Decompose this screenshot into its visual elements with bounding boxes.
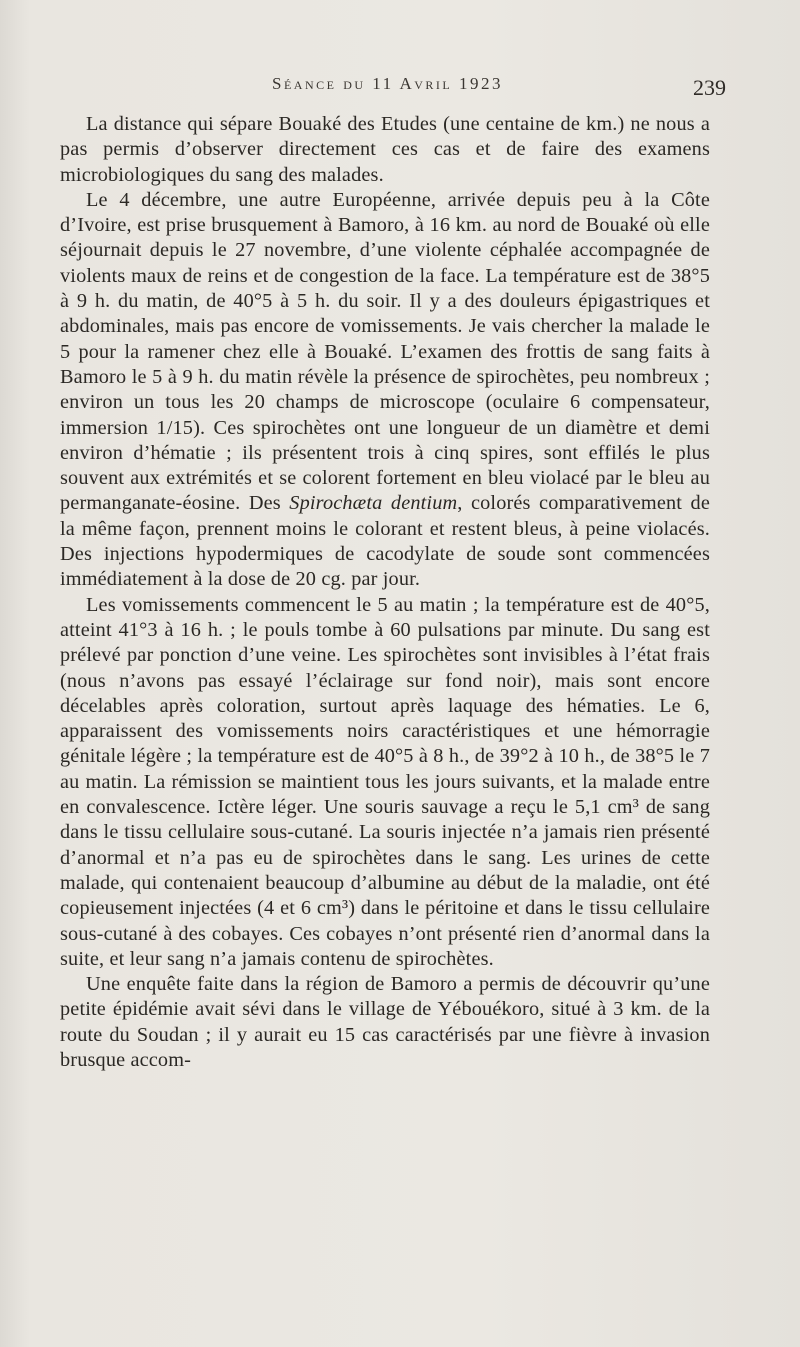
page-number: 239 xyxy=(693,75,726,100)
paragraph-4 xyxy=(60,972,710,1073)
running-head: Séance du 11 Avril 1923 xyxy=(272,74,503,93)
paragraph-3-text: Les vomissements commencent le 5 au matin ; la température est de 40°5, atteint 41°3 à 16 h. ; le pouls tombe à 60 pulsations par minute. Du sang est prélevé par ponction d’une veine. Les spirochètes sont invisibles à l’état frais (nous n’avons pas essayé l’éclairage sur fond noir), mais sont encore décelables après coloration, surtout après laquage des hématies. Le 6, apparaissent des vomissements noirs caractéristiques et une hémorragie génitale légère ; la température est de 40°5 à 8 h., de 39°2 à 10 h., de 38°5 le 7 au matin. La rémission se maintient tous les jours suivants, et la malade entre en convalescence. Ictère léger. Une souris sauvage a reçu le 5,1 cm³ de sang dans le tissu cellulaire sous-cutané. La souris injectée n’a jamais rien présenté d’anormal et n’a pas eu de spirochètes dans le sang. Les urines de cette malade, qui contenaient beaucoup d’albumine au début de la maladie, ont été copieusement injectées (4 et 6 cm³) dans le péritoine et dans le tissu cellulaire sous-cutané à des cobayes. Ces cobayes n’ont présenté rien d’anormal dans la suite, et leur sang n’a jamais contenu de spirochètes. xyxy=(60,593,710,970)
paragraph-2-species-name: Spirochæta dentium xyxy=(289,492,458,515)
paragraph-3 xyxy=(60,593,710,972)
paragraph-1-text: La distance qui sépare Bouaké des Etudes (une centaine de km.) ne nous a pas permis d’observer directement ces cas et de faire des examens microbiologiques du sang des malades. xyxy=(60,113,710,186)
page-header xyxy=(60,74,726,104)
body-text xyxy=(60,112,710,1073)
paragraph-2 xyxy=(60,188,710,593)
paragraph-4-text: Une enquête faite dans la région de Bamoro a permis de découvrir qu’une petite épidémie avait sévi dans le village de Yébouékoro, situé à 3 km. de la route du Soudan ; il y aurait eu 15 cas caractérisés par une fièvre à invasion brusque accom- xyxy=(60,973,710,1071)
paragraph-2-text-after: , colorés comparativement de la même façon, prennent moins le colorant et restent bleus, à peine violacés. Des injections hypodermiques de cacodylate de soude sont commencées immédiatement à la dose de 20 cg. par jour. xyxy=(60,492,710,591)
paragraph-1 xyxy=(60,112,710,188)
paragraph-2-text-before: Le 4 décembre, une autre Européenne, arrivée depuis peu à la Côte d’Ivoire, est prise brusquement à Bamoro, à 16 km. au nord de Bouaké où elle séjournait depuis le 27 novembre, d’une violente céphalée accompagnée de violents maux de reins et de congestion de la face. La température est de 38°5 à 9 h. du matin, de 40°5 à 5 h. du soir. Il y a des douleurs épigastriques et abdominales, mais pas encore de vomissements. Je vais chercher la malade le 5 pour la ramener chez elle à Bouaké. L’examen des frottis de sang faits à Bamoro le 5 à 9 h. du matin révèle la présence de spirochètes, peu nombreux ; environ un tous les 20 champs de microscope (oculaire 6 compensateur, immersion 1/15). Ces spirochètes ont une longueur de un diamètre et demi environ d’hématie ; ils présentent trois à cinq spires, sont effilés le plus souvent aux extrémités et se colorent fortement en bleu violacé par le bleu au permanganate-éosine. Des xyxy=(60,188,710,515)
